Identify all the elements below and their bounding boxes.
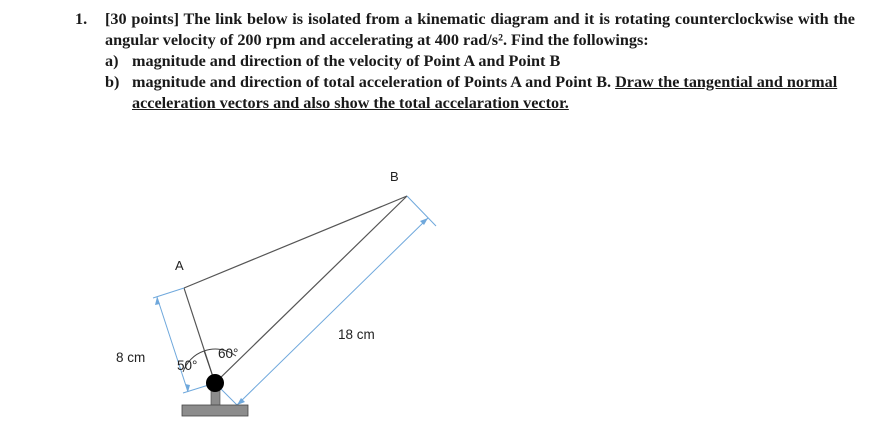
part-b-plain-text: magnitude and direction of total acceleration of Points A and Point B. xyxy=(132,73,612,91)
link-segment-ab xyxy=(184,196,407,288)
point-a-label: A xyxy=(175,258,184,273)
angle-right-label: 60° xyxy=(218,346,239,361)
angle-left-label: 50° xyxy=(177,358,198,373)
dimension-8cm xyxy=(153,288,215,393)
problem-stem: [30 points] The link below is isolated from a kinematic diagram and it is rotating counterclockwise with the angular velocity of 200 rpm and accelerating at 400 rad/s². Find the followings: xyxy=(105,10,855,49)
length-ob-label: 18 cm xyxy=(338,327,375,342)
point-b-label: B xyxy=(390,169,399,184)
length-oa-label: 8 cm xyxy=(116,350,146,365)
part-a-text: magnitude and direction of the velocity of Point A and Point B xyxy=(132,52,561,70)
part-a-label: a) xyxy=(105,52,119,70)
dimension-18cm xyxy=(215,196,436,413)
problem-number: 1. xyxy=(75,10,88,28)
ground-base xyxy=(182,405,248,416)
pivot-pin xyxy=(206,374,224,392)
part-b-underlined-text: Draw the tangential and normal acceleration vectors and also show the total accelaration vector. xyxy=(132,73,838,112)
part-b-label: b) xyxy=(105,73,120,91)
link-segment-ob xyxy=(215,196,407,383)
